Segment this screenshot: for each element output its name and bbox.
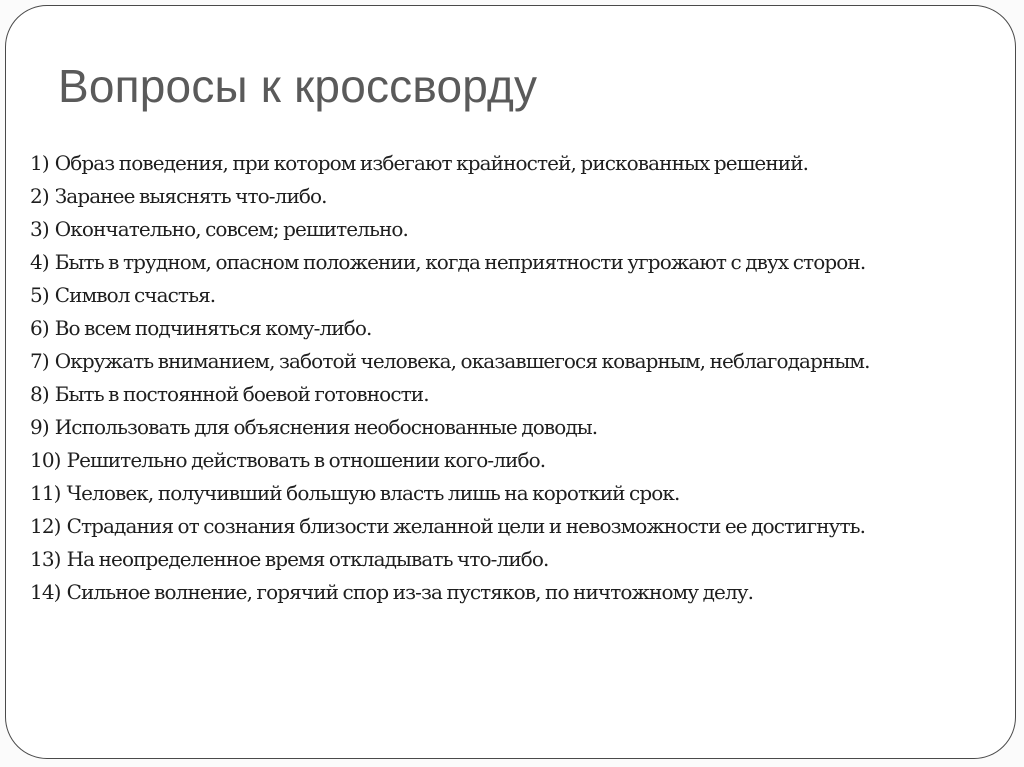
- question-number: 8): [30, 382, 49, 406]
- question-number: 1): [30, 151, 49, 175]
- question-text: Решительно действовать в отношении кого-либо.: [66, 448, 546, 472]
- question-text: Страдания от сознания близости желанной цели и невозможности ее достигнуть.: [66, 514, 866, 538]
- question-number: 6): [30, 316, 49, 340]
- question-item: [30, 184, 1020, 209]
- question-text: Образ поведения, при котором избегают крайностей, рискованных решений.: [54, 151, 809, 175]
- question-item: [30, 283, 1020, 308]
- question-item: [30, 217, 1020, 242]
- question-number: 14): [30, 580, 61, 604]
- question-item: [30, 580, 1020, 605]
- question-text: Сильное волнение, горячий спор из-за пустяков, по ничтожному делу.: [66, 580, 754, 604]
- question-text: Символ счастья.: [54, 283, 216, 307]
- question-item: [30, 547, 1020, 572]
- question-number: 3): [30, 217, 49, 241]
- question-number: 13): [30, 547, 61, 571]
- question-number: 10): [30, 448, 61, 472]
- question-text: Быть в постоянной боевой готовности.: [54, 382, 429, 406]
- question-item: [30, 481, 1020, 506]
- question-item: [30, 514, 1020, 539]
- question-number: 12): [30, 514, 61, 538]
- question-number: 11): [30, 481, 61, 505]
- slide-title: Вопросы к кроссворду: [58, 60, 538, 112]
- question-text: Окончательно, совсем; решительно.: [54, 217, 409, 241]
- slide-frame: [5, 5, 1016, 759]
- crossword-questions-list: [30, 151, 1020, 613]
- question-number: 2): [30, 184, 49, 208]
- question-item: [30, 448, 1020, 473]
- question-item: [30, 415, 1020, 440]
- question-number: 7): [30, 349, 49, 373]
- question-text: Во всем подчиняться кому-либо.: [54, 316, 372, 340]
- question-text: Окружать вниманием, заботой человека, оказавшегося коварным, неблагодарным.: [54, 349, 870, 373]
- question-number: 5): [30, 283, 49, 307]
- question-number: 4): [30, 250, 49, 274]
- question-item: [30, 382, 1020, 407]
- question-item: [30, 316, 1020, 341]
- question-text: Быть в трудном, опасном положении, когда неприятности угрожают с двух сторон.: [54, 250, 866, 274]
- question-item: [30, 250, 1020, 275]
- question-text: Использовать для объяснения необоснованные доводы.: [54, 415, 598, 439]
- question-number: 9): [30, 415, 49, 439]
- question-text: Заранее выяснять что-либо.: [54, 184, 327, 208]
- question-text: Человек, получивший большую власть лишь на короткий срок.: [66, 481, 680, 505]
- question-text: На неопределенное время откладывать что-либо.: [66, 547, 549, 571]
- question-item: [30, 349, 1020, 374]
- question-item: [30, 151, 1020, 176]
